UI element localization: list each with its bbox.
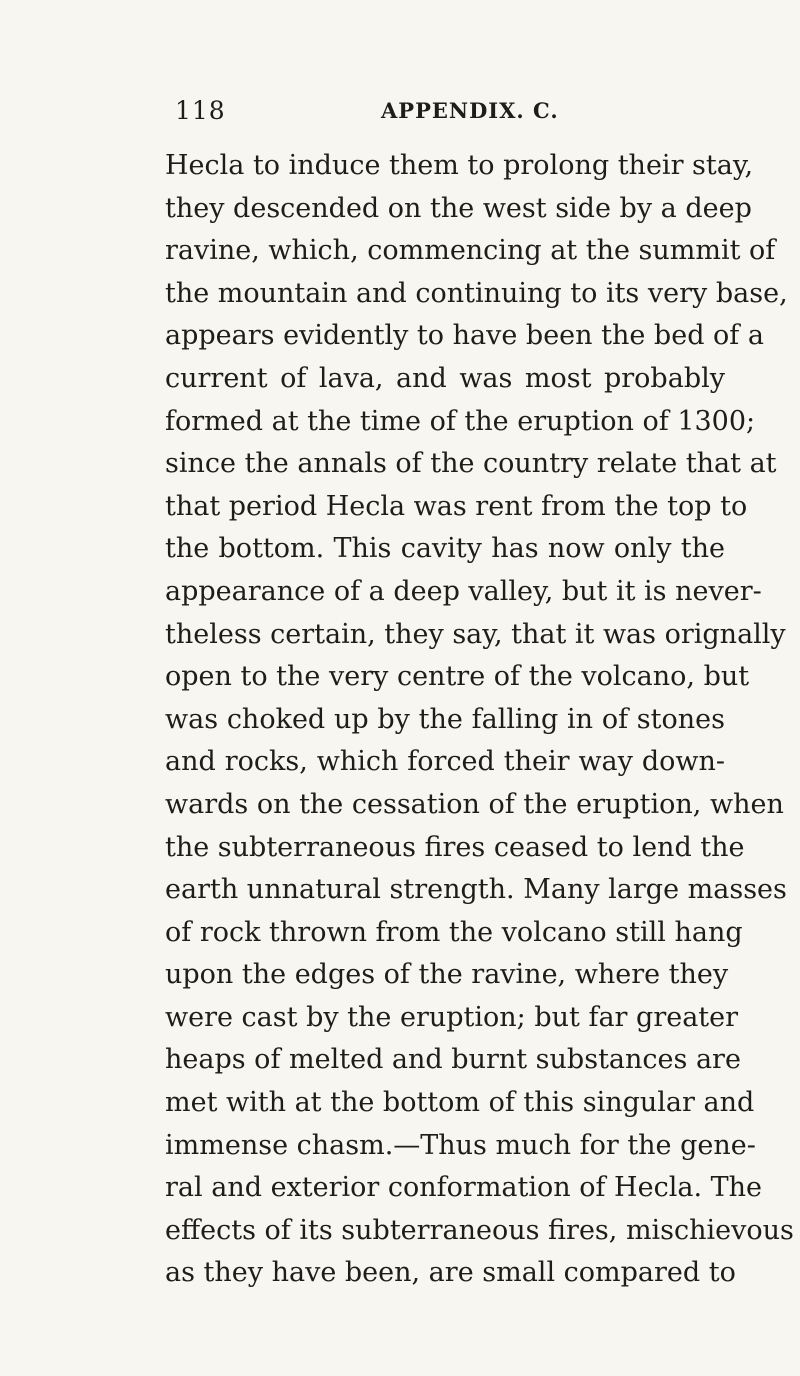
text-line-10: the bottom. This cavity has now only the: [165, 533, 725, 565]
text-line-21: were cast by the eruption; but far greater: [165, 1001, 739, 1033]
text-line-8: since the annals of the country relate that at: [165, 448, 777, 480]
text-line-24: immense chasm.—Thus much for the gene-: [165, 1129, 756, 1161]
text-line-19: of rock thrown from the volcano still hang: [165, 916, 743, 948]
text-line-14: was choked up by the falling in of stones: [165, 703, 725, 735]
text-line-9: that period Hecla was rent from the top to: [165, 490, 748, 522]
body-text: [165, 145, 794, 1295]
text-line-11: appearance of a deep valley, but it is never-: [165, 575, 762, 607]
text-line-27: as they have been, are small compared to: [165, 1257, 736, 1289]
page-number: 118: [175, 96, 226, 125]
text-line-26: effects of its subterraneous fires, mischievous: [165, 1214, 794, 1246]
running-head: APPENDIX. C.: [381, 98, 559, 123]
text-line-3: ravine, which, commencing at the summit of: [165, 235, 776, 267]
text-line-6: current of lava, and was most probably: [165, 362, 725, 394]
text-line-2: they descended on the west side by a deep: [165, 192, 752, 224]
text-line-4: the mountain and continuing to its very base,: [165, 277, 788, 309]
text-line-17: the subterraneous fires ceased to lend the: [165, 831, 745, 863]
text-line-12: theless certain, they say, that it was orignally: [165, 618, 786, 650]
text-line-15: and rocks, which forced their way down-: [165, 746, 725, 778]
text-line-5: appears evidently to have been the bed of a: [165, 320, 764, 352]
text-line-1: Hecla to induce them to prolong their stay,: [165, 150, 754, 181]
text-line-22: heaps of melted and burnt substances are: [165, 1044, 741, 1076]
text-line-20: upon the edges of the ravine, where they: [165, 959, 729, 991]
text-line-18: earth unnatural strength. Many large masses: [165, 874, 787, 906]
text-line-25: ral and exterior conformation of Hecla. The: [165, 1172, 762, 1204]
text-line-23: met with at the bottom of this singular and: [165, 1087, 755, 1119]
text-line-13: open to the very centre of the volcano, but: [165, 661, 750, 693]
page-header: [175, 98, 715, 138]
text-line-16: wards on the cessation of the eruption, when: [165, 788, 784, 820]
text-line-7: formed at the time of the eruption of 1300;: [165, 405, 756, 437]
